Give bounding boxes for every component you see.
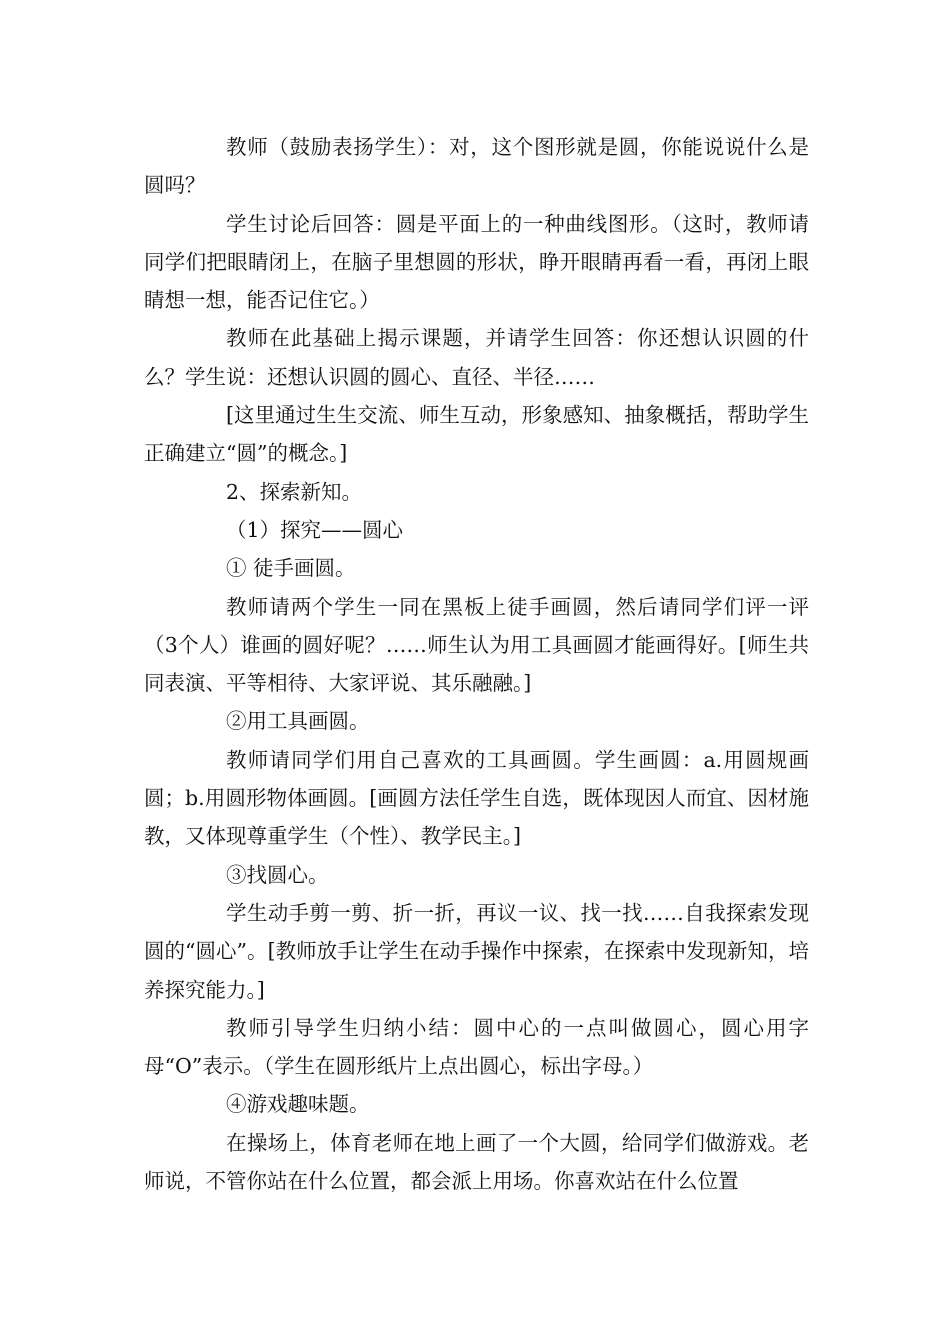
paragraph-4: [这里通过生生交流、师生互动，形象感知、抽象概括，帮助学生正确建立“圆”的概念。] [144, 403, 809, 466]
step-heading-freehand: ① 徒手画圆。 [226, 556, 356, 581]
paragraph-8: 教师请两个学生一同在黑板上徒手画圆，然后请同学们评一评（3个人）谁画的圆好呢？……师生认为用工具画圆才能画得好。[师生共同表演、平等相待、大家评说、其乐融融。] [144, 594, 809, 696]
step-heading-game: ④游戏趣味题。 [226, 1092, 370, 1117]
step-heading-tools: ②用工具画圆。 [226, 709, 370, 734]
subsection-heading-center: （1）探究——圆心 [226, 517, 404, 542]
paragraph-12: 学生动手剪一剪、折一折，再议一议、找一找……自我探索发现圆的“圆心”。[教师放手让学生在动手操作中探索，在探索中发现新知，培养探究能力。] [144, 900, 809, 1002]
paragraph-1: 教师（鼓励表扬学生）：对，这个图形就是圆，你能说说什么是圆吗？ [144, 135, 809, 198]
step-heading-find-center: ③找圆心。 [226, 862, 329, 887]
paragraph-3: 教师在此基础上揭示课题，并请学生回答：你还想认识圆的什么？学生说：还想认识圆的圆心、直径、半径…… [144, 326, 809, 389]
paragraph-10: 教师请同学们用自己喜欢的工具画圆。学生画圆：a.用圆规画圆；b.用圆形物体画圆。[画圆方法任学生自选，既体现因人而宜、因材施教，又体现尊重学生（个性）、教学民主。] [144, 747, 809, 849]
section-heading-explore: 2、探索新知。 [226, 479, 363, 504]
paragraph-2: 学生讨论后回答：圆是平面上的一种曲线图形。（这时，教师请同学们把眼睛闭上，在脑子里想圆的形状，睁开眼睛再看一看，再闭上眼睛想一想，能否记住它。） [144, 211, 809, 313]
document-body [144, 128, 809, 1200]
paragraph-13: 教师引导学生归纳小结：圆中心的一点叫做圆心，圆心用字母“O”表示。（学生在圆形纸片上点出圆心，标出字母。） [144, 1015, 809, 1079]
paragraph-15: 在操场上，体育老师在地上画了一个大圆，给同学们做游戏。老师说，不管你站在什么位置，都会派上用场。你喜欢站在什么位置 [144, 1130, 809, 1194]
